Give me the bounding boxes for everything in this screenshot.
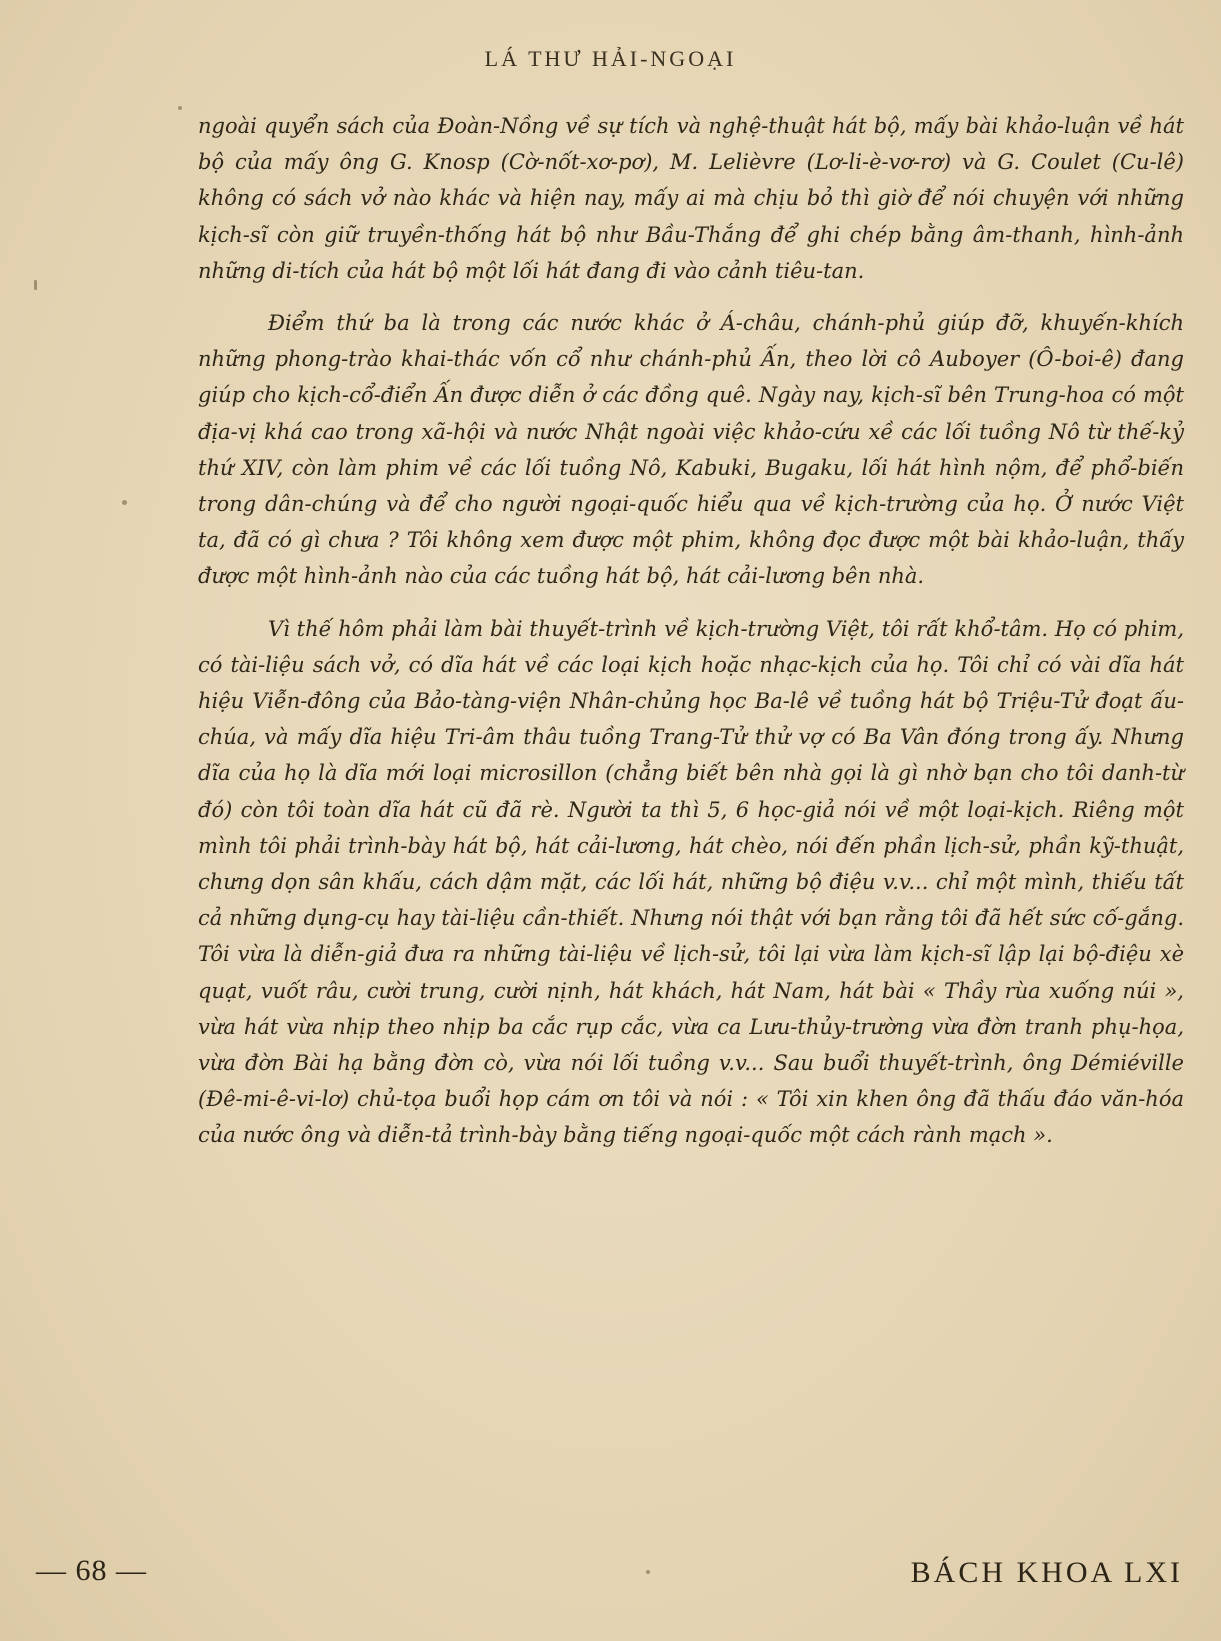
magazine-title: BÁCH KHOA LXI (910, 1556, 1183, 1589)
paragraph-3: Vì thế hôm phải làm bài thuyết-trình về kịch-trường Việt, tôi rất khổ-tâm. Họ có phim, có tài-liệu sách vở, có dĩa hát về các loại kịch hoặc nhạc-kịch của họ. Tôi chỉ có vài dĩa hát hiệu Viễn-đông của Bảo-tàng-viện Nhân-chủng học Ba-lê về tuồng hát bộ Triệu-Tử đoạt ấu-chúa, và mấy dĩa hiệu Tri-âm thâu tuồng Trang-Tử thử vợ có Ba Vân đóng trong ấy. Nhưng dĩa của họ là dĩa mới loại microsillon (chẳng biết bên nhà gọi là gì nhờ bạn cho tôi danh-từ đó) còn tôi toàn dĩa hát cũ đã rè. Người ta thì 5, 6 học-giả nói về một loại-kịch. Riêng một mình tôi phải trình-bày hát bộ, hát cải-lương, hát chèo, nói đến phần lịch-sử, phần kỹ-thuật, chưng dọn sân khấu, cách dậm mặt, các lối hát, những bộ điệu v.v... chỉ một mình, thiếu tất cả những dụng-cụ hay tài-liệu cần-thiết. Nhưng nói thật với bạn rằng tôi đã hết sức cố-gắng. Tôi vừa là diễn-giả đưa ra những tài-liệu về lịch-sử, tôi lại vừa làm kịch-sĩ lập lại bộ-điệu xè quạt, vuốt râu, cười trung, cười nịnh, hát khách, hát Nam, hát bài « Thầy rùa xuống núi », vừa hát vừa nhịp theo nhịp ba cắc rụp cắc, vừa ca Lưu-thủy-trường vừa đờn tranh phụ-họa, vừa đờn Bài hạ bằng đờn cò, vừa nói lối tuồng v.v... Sau buổi thuyết-trình, ông Démiéville (Đê-mi-ê-vi-lơ) chủ-tọa buổi họp cám ơn tôi và nói : « Tôi xin khen ông đã thấu đáo văn-hóa của nước ông và diễn-tả trình-bày bằng tiếng ngoại-quốc một cách rành mạch ». (198, 616, 1184, 1148)
paper-speck (178, 106, 182, 110)
paragraph-1: ngoài quyển sách của Đoàn-Nồng về sự tích và nghệ-thuật hát bộ, mấy bài khảo-luận về hát bộ của mấy ông G. Knosp (Cờ-nốt-xơ-pơ), M. Lelièvre (Lơ-li-è-vơ-rơ) và G. Coulet (Cu-lê) không có sách vở nào khác và hiện nay, mấy ai mà chịu bỏ thì giờ để nói chuyện với những kịch-sĩ còn giữ truyền-thống hát bộ như Bầu-Thắng để ghi chép bằng âm-thanh, hình-ảnh những di-tích của hát bộ một lối hát đang đi vào cảnh tiêu-tan. (198, 114, 1184, 283)
page-number: — 68 — (36, 1554, 147, 1587)
paper-speck (646, 1570, 650, 1574)
article-body (198, 108, 1184, 1154)
running-title: LÁ THƯ HẢI-NGOẠI (484, 46, 737, 71)
paragraph-2: Điểm thứ ba là trong các nước khác ở Á-châu, chánh-phủ giúp đỡ, khuyến-khích những phong-trào khai-thác vốn cổ như chánh-phủ Ấn, theo lời cô Auboyer (Ô-boi-ê) đang giúp cho kịch-cổ-điển Ấn được diễn ở các đồng quê. Ngày nay, kịch-sĩ bên Trung-hoa có một địa-vị khá cao trong xã-hội và nước Nhật ngoài việc khảo-cứu xề các lối tuồng Nô từ thế-kỷ thứ XIV, còn làm phim về các lối tuồng Nô, Kabuki, Bugaku, lối hát hình nộm, để phổ-biến trong dân-chúng và để cho người ngoại-quốc hiểu qua về kịch-trường của họ. Ở nước Việt ta, đã có gì chưa ? Tôi không xem được một phim, không đọc được một bài khảo-luận, thấy được một hình-ảnh nào của các tuồng hát bộ, hát cải-lương bên nhà. (198, 311, 1184, 589)
paper-speck (122, 500, 127, 505)
paper-speck (34, 280, 37, 290)
